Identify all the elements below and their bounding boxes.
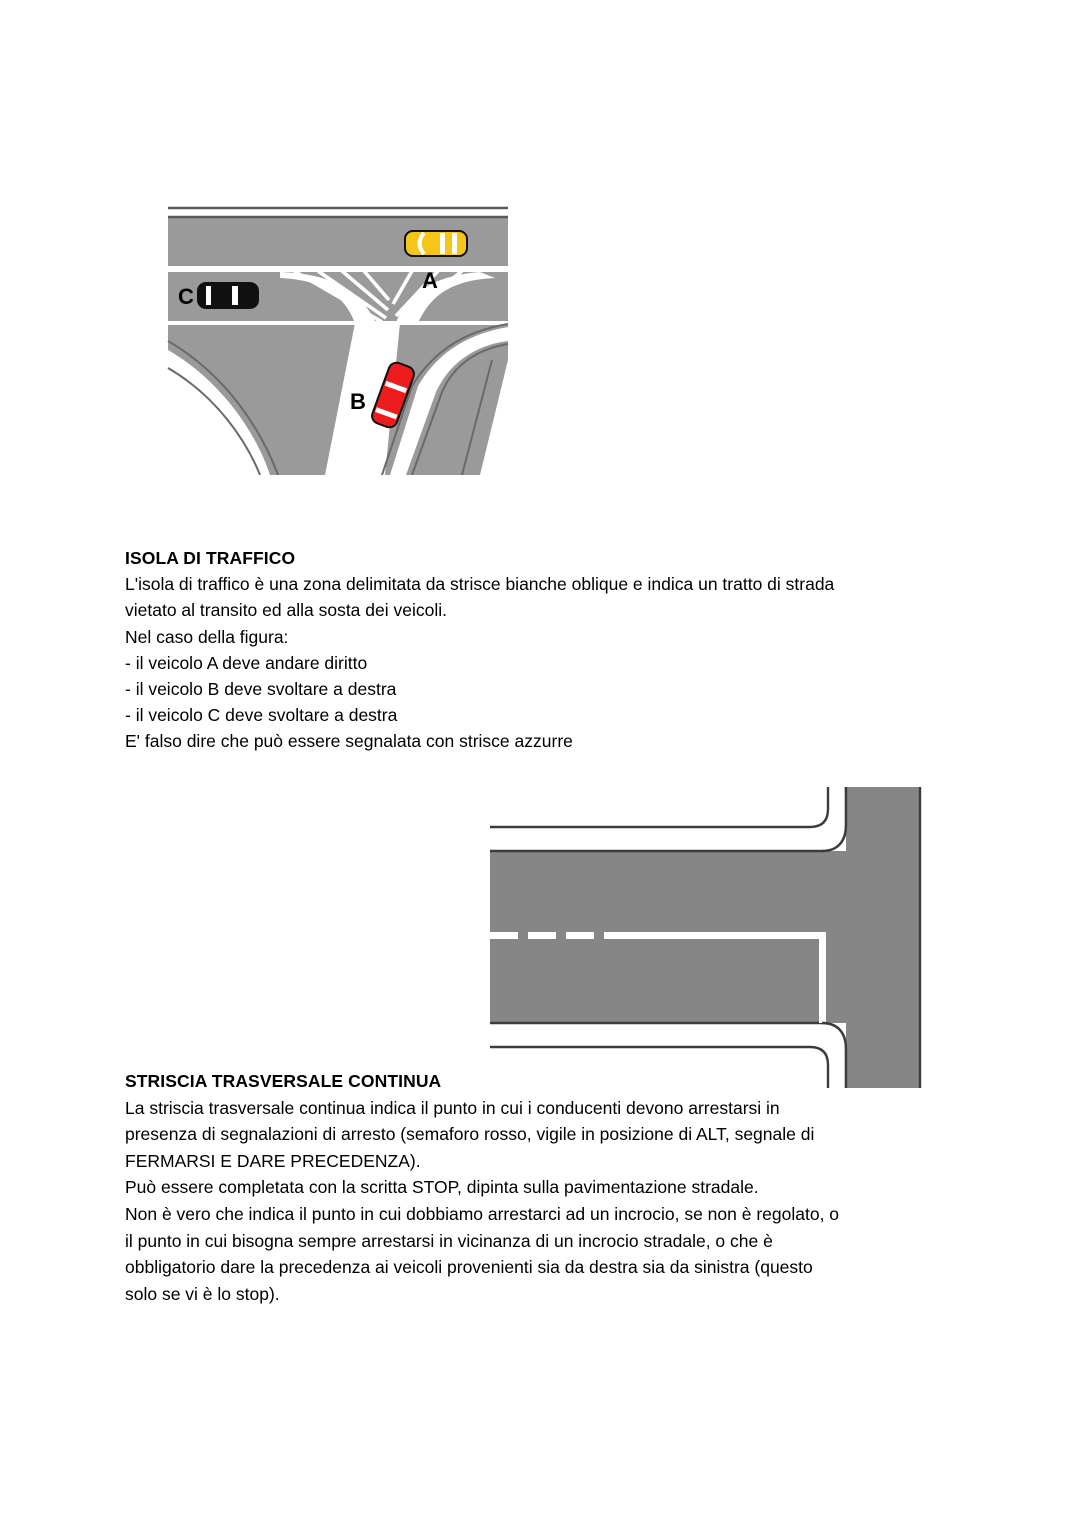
figure-traffic-island bbox=[150, 200, 530, 475]
section-stopline-heading: STRISCIA TRASVERSALE CONTINUA bbox=[125, 1071, 442, 1091]
section-island-heading: ISOLA DI TRAFFICO bbox=[125, 548, 296, 568]
centre-dash-1 bbox=[490, 932, 518, 939]
section-stopline-line-1: La striscia trasversale continua indica il punto in cui i conducenti devono arrestarsi in bbox=[125, 1097, 780, 1118]
section-stopline-line-4: Può essere completata con la scritta STOP, dipinta sulla pavimentazione stradale. bbox=[125, 1177, 759, 1198]
vehicle-c-label: C bbox=[178, 284, 194, 309]
vehicle-a-rear-window bbox=[440, 233, 445, 254]
section-island-line-6: - il veicolo C deve svoltare a destra bbox=[125, 705, 398, 726]
vehicle-c-black-car bbox=[198, 283, 258, 308]
vehicle-a-label: A bbox=[422, 268, 438, 293]
section-island-line-7: E' falso dire che può essere segnalata con strisce azzurre bbox=[125, 731, 573, 752]
section-stopline-line-2: presenza di segnalazioni di arresto (semaforo rosso, vigile in posizione di ALT, segnale di bbox=[125, 1124, 815, 1145]
vehicle-a-yellow-car bbox=[405, 231, 467, 256]
vehicle-a-rear-bumper bbox=[452, 233, 457, 254]
section-stopline-line-6: il punto in cui bisogna sempre arrestarsi in vicinanza di un incrocio stradale, o che è bbox=[125, 1230, 773, 1251]
centre-dash-2 bbox=[528, 932, 556, 939]
section-island-line-5: - il veicolo B deve svoltare a destra bbox=[125, 679, 397, 700]
vehicle-b-label: B bbox=[350, 389, 366, 414]
section-stopline-line-5: Non è vero che indica il punto in cui dobbiamo arrestarci ad un incrocio, se non è regolato, o bbox=[125, 1203, 840, 1224]
section-stopline-line-7: obbligatorio dare la precedenza ai veicoli provenienti sia da destra sia da sinistra (questo bbox=[125, 1257, 813, 1278]
figure-transverse-stop-line bbox=[470, 775, 930, 1100]
centre-dash-3 bbox=[566, 932, 594, 939]
section-isola-di-traffico bbox=[125, 545, 965, 755]
vehicle-a-body bbox=[405, 231, 467, 256]
lane-divider-horizontal bbox=[168, 266, 508, 272]
centre-line-markings bbox=[490, 932, 594, 939]
section-stopline-line-3: FERMARSI E DARE PRECEDENZA). bbox=[125, 1150, 421, 1171]
section-island-line-4: - il veicolo A deve andare diritto bbox=[125, 652, 368, 673]
road-surface-vertical-overlay bbox=[846, 787, 920, 1088]
section-striscia-trasversale-continua bbox=[125, 1068, 965, 1307]
section-island-line-1: L'isola di traffico è una zona delimitata da strisce bianche oblique e indica un tratto di strada bbox=[125, 574, 835, 595]
section-stopline-line-8: solo se vi è lo stop). bbox=[125, 1283, 280, 1304]
vehicle-c-rear-detail bbox=[232, 286, 238, 305]
section-island-line-3: Nel caso della figura: bbox=[125, 626, 289, 647]
section-island-line-2: vietato al transito ed alla sosta dei veicoli. bbox=[125, 600, 447, 621]
vehicle-c-front-detail bbox=[206, 286, 211, 305]
